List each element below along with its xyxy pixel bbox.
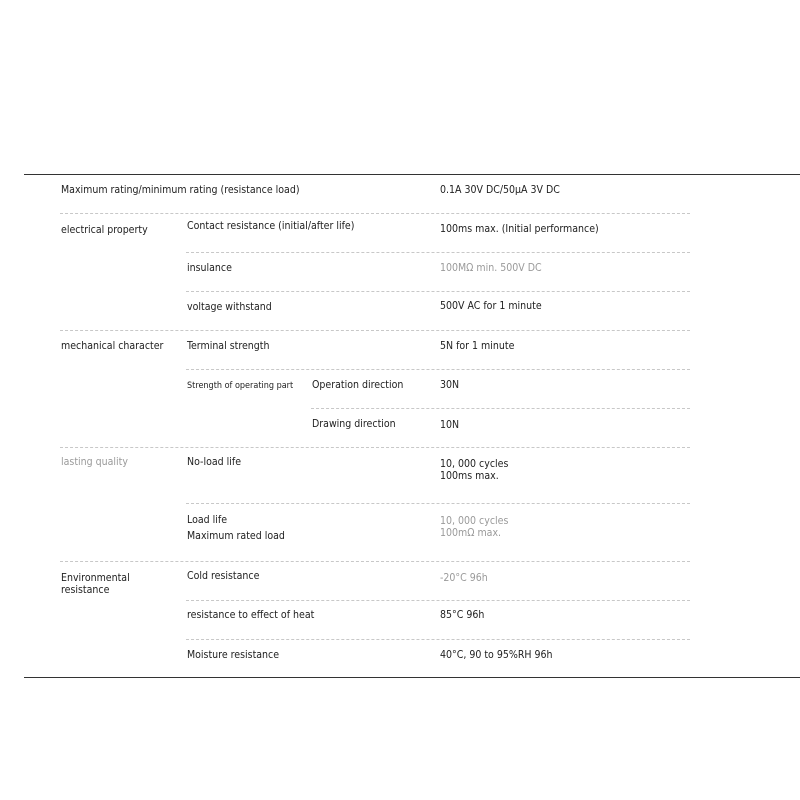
category-mechanical: mechanical character	[61, 340, 164, 352]
row-divider	[186, 639, 690, 640]
row-divider	[186, 503, 690, 504]
max-rating-value: 0.1A 30V DC/50μA 3V DC	[440, 184, 560, 196]
operating-part-label: Strength of operating part	[187, 381, 294, 391]
load-life-value-line2: 100mΩ max.	[440, 527, 502, 539]
cold-resistance-value: -20°C 96h	[440, 572, 488, 584]
row-divider	[60, 213, 690, 214]
no-load-life-value-line1: 10, 000 cycles	[440, 458, 509, 470]
heat-resistance-value: 85°C 96h	[440, 609, 485, 621]
heat-resistance-label: resistance to effect of heat	[187, 609, 315, 621]
no-load-life-value-line2: 100ms max.	[440, 470, 499, 482]
terminal-strength-value: 5N for 1 minute	[440, 340, 515, 352]
voltage-withstand-label: voltage withstand	[187, 301, 272, 313]
moisture-resistance-value: 40°C, 90 to 95%RH 96h	[440, 649, 553, 661]
max-rating-label: Maximum rating/minimum rating (resistance load)	[61, 184, 300, 196]
voltage-withstand-value: 500V AC for 1 minute	[440, 300, 542, 312]
load-life-label-line2: Maximum rated load	[187, 530, 285, 542]
row-divider	[186, 291, 690, 292]
no-load-life-label: No-load life	[187, 456, 242, 468]
section-divider	[60, 330, 690, 331]
table-bottom-rule	[24, 677, 800, 678]
table-top-rule	[24, 174, 800, 175]
drawing-direction-label: Drawing direction	[312, 418, 396, 430]
category-environmental-line1: Environmental	[61, 572, 130, 584]
insulance-value: 100MΩ min. 500V DC	[440, 262, 542, 274]
insulance-label: insulance	[187, 262, 232, 274]
row-divider	[186, 252, 690, 253]
category-lasting: lasting quality	[61, 456, 128, 468]
operation-direction-label: Operation direction	[312, 379, 404, 391]
row-divider	[311, 408, 690, 409]
contact-resistance-value: 100ms max. (Initial performance)	[440, 223, 599, 235]
section-divider	[60, 561, 690, 562]
moisture-resistance-label: Moisture resistance	[187, 649, 280, 661]
category-environmental-line2: resistance	[61, 584, 110, 596]
cold-resistance-label: Cold resistance	[187, 570, 260, 582]
load-life-label-line1: Load life	[187, 514, 228, 526]
load-life-value-line1: 10, 000 cycles	[440, 515, 509, 527]
contact-resistance-label: Contact resistance (initial/after life)	[187, 220, 355, 232]
row-divider	[186, 600, 690, 601]
section-divider	[60, 447, 690, 448]
row-divider	[186, 369, 690, 370]
terminal-strength-label: Terminal strength	[187, 340, 270, 352]
drawing-direction-value: 10N	[440, 419, 460, 431]
category-electrical: electrical property	[61, 224, 148, 236]
operation-direction-value: 30N	[440, 379, 460, 391]
